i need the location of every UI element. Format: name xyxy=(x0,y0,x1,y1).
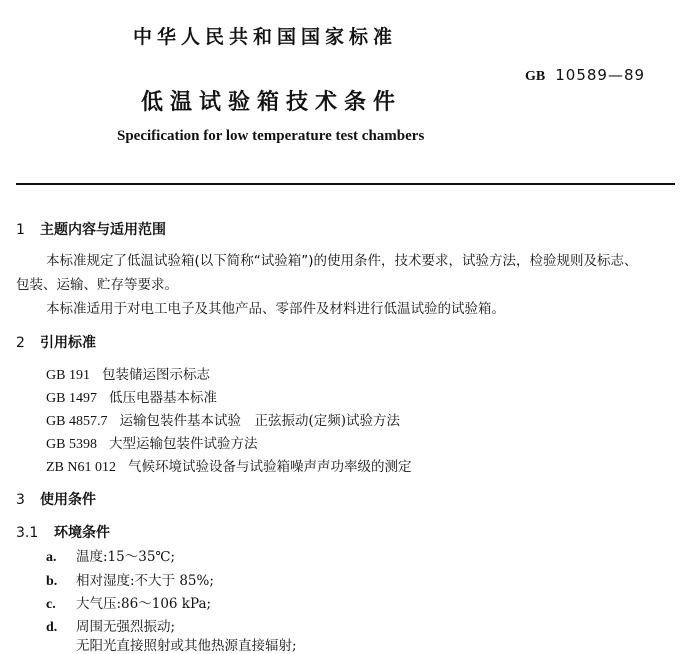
item-text: 温度:15～35℃; xyxy=(76,549,176,565)
reference-name: 包装储运图示标志 xyxy=(101,367,210,383)
reference-item xyxy=(46,432,257,453)
item-text: 大气压:86～106 kPa; xyxy=(76,596,212,612)
standard-code: 10589—89 xyxy=(555,66,646,84)
section-title: 环境条件 xyxy=(54,525,110,541)
reference-code: ZB N61 012 xyxy=(46,460,116,475)
document-title: 低温试验箱技术条件 xyxy=(141,90,403,115)
section-title: 使用条件 xyxy=(40,492,96,508)
section-title: 主题内容与适用范围 xyxy=(40,222,166,238)
reference-name: 大型运输包装件试验方法 xyxy=(108,436,258,452)
section-3-1-heading xyxy=(16,522,110,542)
document-subtitle-english: Specification for low temperature test chambers xyxy=(117,128,425,144)
reference-name: 气候环境试验设备与试验箱噪声声功率级的测定 xyxy=(128,459,412,475)
standard-prefix: GB xyxy=(525,69,546,84)
condition-item xyxy=(46,569,214,590)
item-label: c. xyxy=(46,597,56,612)
section-number: 1 xyxy=(16,222,25,238)
condition-item xyxy=(46,545,175,566)
section-number: 3 xyxy=(16,492,25,508)
section-3-heading xyxy=(16,489,96,509)
reference-item xyxy=(46,363,210,384)
reference-name: 运输包装件基本试验 正弦振动(定频)试验方法 xyxy=(119,413,400,429)
reference-code: GB 4857.7 xyxy=(46,414,108,429)
section-1-paragraph-2: 本标准适用于对电工电子及其他产品、零部件及材料进行低温试验的试验箱。 xyxy=(46,301,505,317)
condition-item xyxy=(46,615,175,636)
section-number: 3.1 xyxy=(16,525,39,541)
reference-item xyxy=(46,409,400,430)
header-divider xyxy=(16,183,675,185)
section-1-paragraph-1-line-2: 包装、运输、贮存等要求。 xyxy=(16,277,178,293)
item-text: 无阳光直接照射或其他热源直接辐射; xyxy=(76,638,297,654)
national-standard-heading: 中华人民共和国国家标准 xyxy=(133,26,398,48)
condition-item xyxy=(46,592,211,613)
standard-number xyxy=(525,66,645,85)
reference-name: 低压电器基本标准 xyxy=(108,390,217,406)
item-label: d. xyxy=(46,620,58,635)
item-label: a. xyxy=(46,550,57,565)
reference-code: GB 5398 xyxy=(46,437,97,452)
item-text: 周围无强烈振动; xyxy=(76,619,176,635)
reference-item xyxy=(46,455,412,476)
section-1-heading xyxy=(16,219,166,239)
condition-item-partial xyxy=(46,634,297,654)
item-label: b. xyxy=(46,574,58,589)
section-number: 2 xyxy=(16,335,25,351)
reference-code: GB 191 xyxy=(46,368,90,383)
reference-item xyxy=(46,386,217,407)
reference-code: GB 1497 xyxy=(46,391,97,406)
section-2-heading xyxy=(16,332,96,352)
section-1-paragraph-1-line-1: 本标准规定了低温试验箱(以下简称“试验箱”)的使用条件，技术要求，试验方法，检验规则及标志、 xyxy=(46,253,638,269)
item-text: 相对湿度:不大于 85%; xyxy=(76,573,214,589)
section-title: 引用标准 xyxy=(40,335,96,351)
